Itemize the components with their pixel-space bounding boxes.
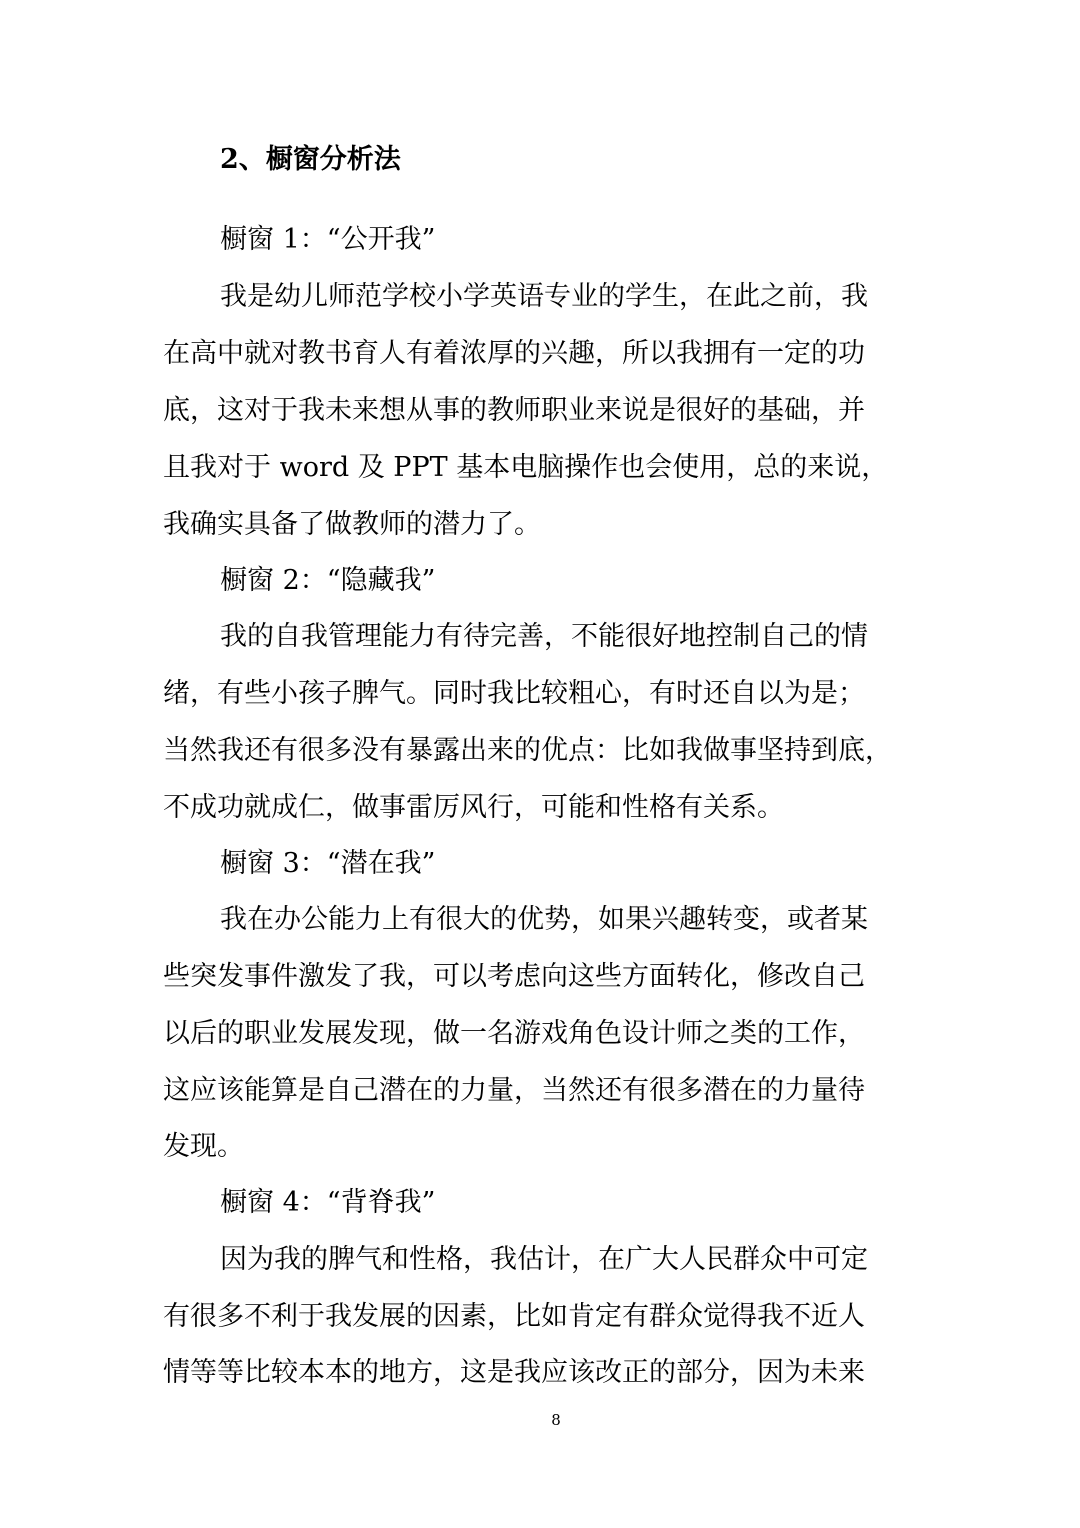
paragraph-line: 我是幼儿师范学校小学英语专业的学生，在此之前，我 bbox=[220, 281, 868, 312]
paragraph-line: 我在办公能力上有很大的优势，如果兴趣转变，或者某 bbox=[220, 904, 868, 935]
paragraph-line: 情等等比较本本的地方，这是我应该改正的部分，因为未来 bbox=[163, 1357, 865, 1388]
paragraph-line: 发现。 bbox=[163, 1131, 244, 1162]
paragraph-line: 不成功就成仁，做事雷厉风行，可能和性格有关系。 bbox=[163, 792, 784, 823]
window-1-title: 橱窗 1：“公开我” bbox=[220, 224, 436, 255]
paragraph-line: 以后的职业发展发现，做一名游戏角色设计师之类的工作， bbox=[163, 1018, 865, 1049]
window-4-title: 橱窗 4：“背脊我” bbox=[220, 1187, 436, 1218]
paragraph-line: 我的自我管理能力有待完善，不能很好地控制自己的情 bbox=[220, 621, 868, 652]
paragraph-line: 这应该能算是自己潜在的力量，当然还有很多潜在的力量待 bbox=[163, 1075, 865, 1106]
paragraph-line: 底，这对于我未来想从事的教师职业来说是很好的基础，并 bbox=[163, 395, 865, 426]
paragraph-line: 绪，有些小孩子脾气。同时我比较粗心，有时还自以为是； bbox=[163, 678, 865, 709]
paragraph-line: 我确实具备了做教师的潜力了。 bbox=[163, 509, 541, 540]
paragraph-line: 当然我还有很多没有暴露出来的优点：比如我做事坚持到底， bbox=[163, 735, 892, 766]
page-number: 8 bbox=[551, 1411, 561, 1429]
paragraph-line: 在高中就对教书育人有着浓厚的兴趣，所以我拥有一定的功 bbox=[163, 338, 865, 369]
paragraph-line: 有很多不利于我发展的因素，比如肯定有群众觉得我不近人 bbox=[163, 1301, 865, 1332]
paragraph-line: 因为我的脾气和性格，我估计，在广大人民群众中可定 bbox=[220, 1244, 868, 1275]
window-2-title: 橱窗 2：“隐藏我” bbox=[220, 565, 436, 596]
paragraph-line: 且我对于 word 及 PPT 基本电脑操作也会使用，总的来说， bbox=[163, 452, 889, 483]
paragraph-line: 些突发事件激发了我，可以考虑向这些方面转化，修改自己 bbox=[163, 961, 865, 992]
section-heading: 2、橱窗分析法 bbox=[220, 144, 401, 175]
window-3-title: 橱窗 3：“潜在我” bbox=[220, 848, 436, 879]
